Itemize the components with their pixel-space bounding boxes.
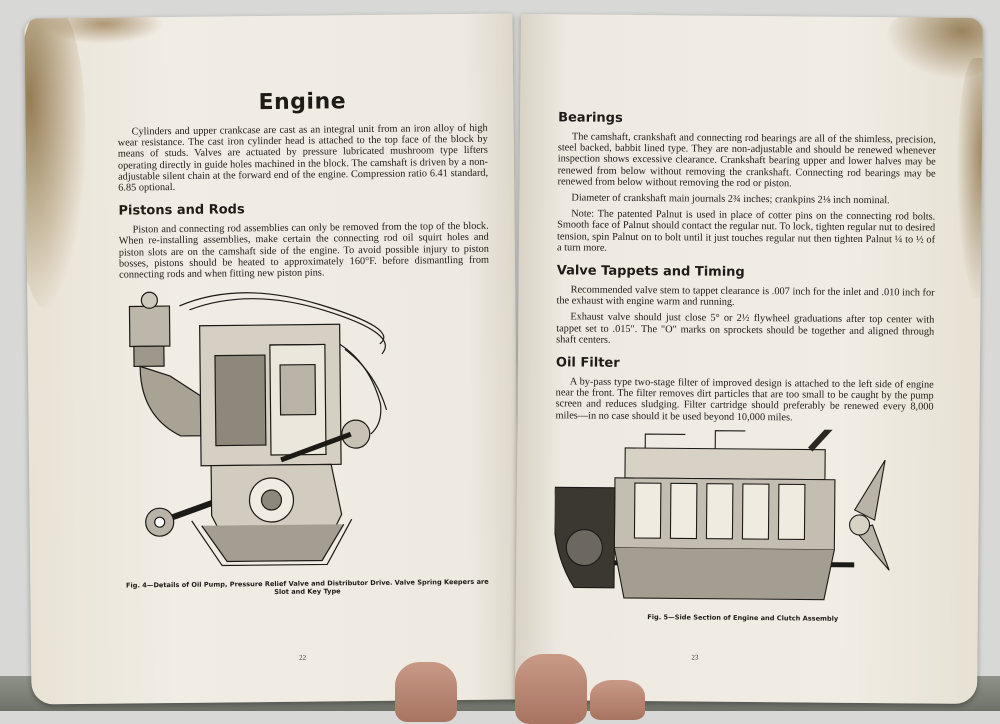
bearings-note-paragraph: Note: The patented Palnut is used in place of cotter pins on the connecting rod bolts. Smooth face of Palnut should contact the regular nut. To lock, tighten regular nut to desired tension, spin Palnut on to bolt until it just touches regular nut then tighten Palnut ¼ to ½ of a turn more. <box>556 208 936 254</box>
oil-filter-paragraph: A by-pass type two-stage filter of improved design is attached to the left side of engine near the front. The filter removes dirt particles that are too small to be caught by the pump screen and reduces sludging. Filter cartridge should preferably be renewed every 8,000 miles—in no case should it be used beyond 10,000 miles. <box>555 376 934 424</box>
bearings-paragraph-2: Diameter of crankshaft main journals 2¾ inches; crankpins 2⅛ inch nominal. <box>571 192 890 207</box>
pistons-heading: Pistons and Rods <box>118 202 245 219</box>
right-page <box>515 14 983 704</box>
engine-cross-section-drawing <box>119 284 422 577</box>
page-number-right: 23 <box>691 653 699 662</box>
figure-5-caption: Fig. 5—Side Section of Engine and Clutch Assembly <box>647 612 839 623</box>
finger-middle <box>515 654 587 724</box>
page-title: Engine <box>258 89 347 116</box>
page-number-left: 22 <box>299 653 307 662</box>
left-page <box>24 13 519 704</box>
bearings-heading: Bearings <box>558 110 623 126</box>
figure-4-oil-pump-illustration <box>119 283 492 598</box>
valve-paragraph-1: Recommended valve stem to tappet clearance is .007 inch for the inlet and .010 inch for the exhaust with engine warm and running. <box>556 284 935 309</box>
bearings-paragraph-1: The camshaft, crankshaft and connecting rod bearings are all of the shimless, precision, steel backed, babbit lined type. They are non-adjustable and should be renewed whenever inspection shows excessive clearance. Crankshaft bearing upper and lower halves may be renewed from below without removing the crankshaft. Connecting rod bearings may be renewed from below without removing the rod or piston. <box>557 131 936 190</box>
open-manual-booklet <box>28 16 980 706</box>
finger-left <box>395 662 457 722</box>
oil-filter-heading: Oil Filter <box>555 355 620 371</box>
engine-intro-paragraph: Cylinders and upper crankcase are cast as an integral unit from an iron alloy of high wear resistance. The cast iron cylinder head is attached to the top face of the block by means of studs. Valves are actuated by pressure lubricated mushroom type lifters operating directly in guide holes machined in the block. The camshaft is driven by a non-adjustable silent chain at the forward end of the engine. Compression ratio 6.41 standard, 6.85 optional. <box>117 122 489 194</box>
pistons-paragraph: Piston and connecting rod assemblies can only be removed from the top of the block. When re-installing assemblies, make certain the connecting rod oil squirt holes and piston slots are on the camshaft side of the engine. To avoid possible injury to piston bosses, pistons should be heated to approximately 160°F. before dismantling from connecting rods and when fitting new piston pins. <box>118 220 490 281</box>
figure-4-caption: Fig. 4—Details of Oil Pump, Pressure Relief Valve and Distributor Drive. Valve Spring Keepers are Slot and Key Type <box>125 577 489 597</box>
figure-5-engine-side-section <box>554 427 934 623</box>
valve-tappets-heading: Valve Tappets and Timing <box>556 263 745 280</box>
engine-side-section-drawing <box>554 427 896 610</box>
valve-paragraph-2: Exhaust valve should just close 5° or 2½ flywheel graduations after top center with tappet set to .015". The "O" marks on sprockets should be together and aligned through shaft centers. <box>556 311 935 346</box>
finger-right <box>590 680 645 720</box>
